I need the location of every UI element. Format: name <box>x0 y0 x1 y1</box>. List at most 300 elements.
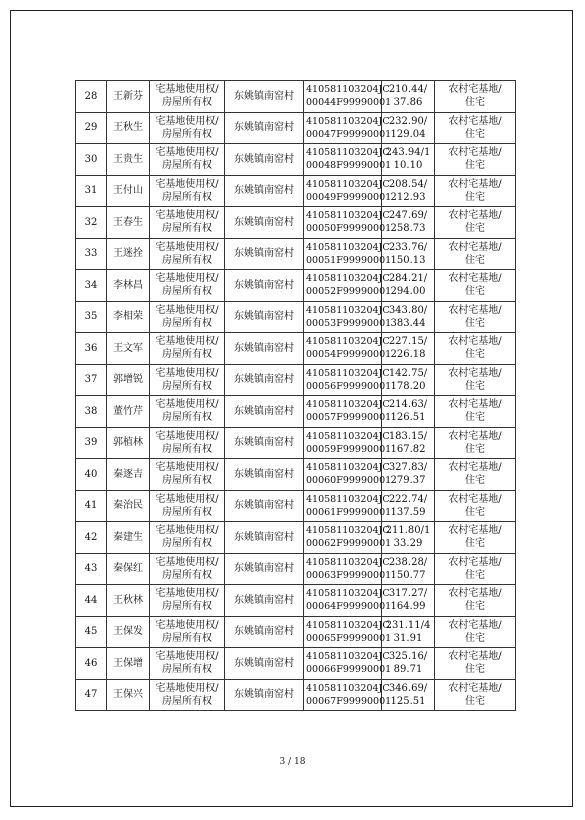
location-text: 东姚镇南窑村 <box>234 248 294 260</box>
area-text: 211.80/1 <box>385 525 431 537</box>
usage-text: 农村宅基地/ <box>448 493 502 505</box>
owner-name-text: 董竹芹 <box>113 405 143 417</box>
location-cell <box>225 175 304 207</box>
unit-code-text: 00066F99990001 <box>306 664 392 676</box>
usage-text: 农村宅基地/ <box>448 241 502 253</box>
right-type-text: 宅基地使用权/ <box>155 619 219 631</box>
unit-code-text: 410581103204JC <box>306 178 390 190</box>
area-text: 279.37 <box>390 475 426 487</box>
unit-code-cell <box>304 364 392 396</box>
row-number-text: 43 <box>84 563 98 575</box>
unit-code-cell <box>304 490 392 522</box>
right-type-cell <box>150 301 225 333</box>
table-row <box>76 459 516 491</box>
location-cell <box>225 679 304 711</box>
usage-cell <box>435 553 516 585</box>
owner-name-text: 王付山 <box>113 185 143 197</box>
area-text: 150.13 <box>390 254 426 266</box>
right-type-cell <box>150 427 225 459</box>
owner-name-cell <box>107 553 150 585</box>
unit-code-text: 410581103204JC <box>306 588 390 600</box>
unit-code-cell <box>304 175 392 207</box>
right-type-text: 房屋所有权 <box>162 664 212 676</box>
usage-text: 住宅 <box>465 475 485 487</box>
usage-text: 农村宅基地/ <box>448 430 502 442</box>
usage-text: 农村宅基地/ <box>448 556 502 568</box>
right-type-text: 房屋所有权 <box>162 506 212 518</box>
unit-code-text: 410581103204JC <box>306 336 390 348</box>
owner-name-cell <box>107 459 150 491</box>
usage-cell <box>435 585 516 617</box>
usage-text: 农村宅基地/ <box>448 462 502 474</box>
row-number-text: 35 <box>84 311 98 323</box>
right-type-text: 宅基地使用权/ <box>155 462 219 474</box>
usage-text: 农村宅基地/ <box>448 588 502 600</box>
usage-text: 农村宅基地/ <box>448 651 502 663</box>
usage-cell <box>435 679 516 711</box>
table-row <box>76 396 516 428</box>
unit-code-cell <box>304 81 392 113</box>
usage-text: 住宅 <box>465 254 485 266</box>
unit-code-cell <box>304 333 392 365</box>
unit-code-text: 410581103204JC <box>306 147 390 159</box>
owner-name-text: 王秋林 <box>113 594 143 606</box>
right-type-text: 宅基地使用权/ <box>155 556 219 568</box>
unit-code-text: 410581103204JC <box>306 304 390 316</box>
location-cell <box>225 553 304 585</box>
row-number-text: 29 <box>84 122 98 134</box>
location-text: 东姚镇南窑村 <box>234 153 294 165</box>
row-number-cell <box>76 81 107 113</box>
table-row <box>76 238 516 270</box>
usage-text: 住宅 <box>465 128 485 140</box>
right-type-text: 宅基地使用权/ <box>155 651 219 663</box>
unit-code-text: 410581103204JC <box>306 84 390 96</box>
right-type-text: 宅基地使用权/ <box>155 84 219 96</box>
owner-name-cell <box>107 333 150 365</box>
area-text: 284.21/ <box>388 273 428 285</box>
right-type-text: 房屋所有权 <box>162 128 212 140</box>
location-text: 东姚镇南窑村 <box>234 405 294 417</box>
area-text: 142.75/ <box>388 367 428 379</box>
usage-text: 农村宅基地/ <box>448 367 502 379</box>
table-row <box>76 81 516 113</box>
area-text: 247.69/ <box>388 210 428 222</box>
row-number-cell <box>76 490 107 522</box>
usage-cell <box>435 81 516 113</box>
usage-text: 农村宅基地/ <box>448 619 502 631</box>
usage-cell <box>435 490 516 522</box>
row-number-cell <box>76 459 107 491</box>
unit-code-text: 00051F99990001 <box>306 254 392 266</box>
usage-text: 农村宅基地/ <box>448 399 502 411</box>
row-number-text: 46 <box>84 657 98 669</box>
unit-code-text: 00065F99990001 <box>306 632 392 644</box>
right-type-text: 房屋所有权 <box>162 412 212 424</box>
right-type-text: 房屋所有权 <box>162 632 212 644</box>
owner-name-cell <box>107 238 150 270</box>
area-text: 222.74/ <box>388 493 428 505</box>
table-row <box>76 648 516 680</box>
right-type-text: 宅基地使用权/ <box>155 367 219 379</box>
unit-code-text: 00059F99990001 <box>306 443 392 455</box>
right-type-text: 宅基地使用权/ <box>155 210 219 222</box>
unit-code-text: 00050F99990001 <box>306 223 392 235</box>
location-text: 东姚镇南窑村 <box>234 122 294 134</box>
table-row <box>76 427 516 459</box>
unit-code-text: 00047F99990001 <box>306 128 392 140</box>
usage-text: 住宅 <box>465 569 485 581</box>
usage-cell <box>435 238 516 270</box>
unit-code-text: 410581103204JC <box>306 399 390 411</box>
location-cell <box>225 112 304 144</box>
unit-code-text: 00067F99990001 <box>306 695 392 707</box>
table-row <box>76 175 516 207</box>
right-type-text: 宅基地使用权/ <box>155 682 219 694</box>
table-row <box>76 490 516 522</box>
unit-code-text: 410581103204JC <box>306 273 390 285</box>
unit-code-text: 410581103204JC <box>306 430 390 442</box>
location-cell <box>225 333 304 365</box>
right-type-text: 房屋所有权 <box>162 160 212 172</box>
area-text: 346.69/ <box>388 682 428 694</box>
area-text: 343.80/ <box>388 304 428 316</box>
unit-code-cell <box>304 585 392 617</box>
usage-cell <box>435 616 516 648</box>
unit-code-text: 00061F99990001 <box>306 506 392 518</box>
right-type-text: 宅基地使用权/ <box>155 241 219 253</box>
right-type-text: 房屋所有权 <box>162 695 212 707</box>
table-row <box>76 679 516 711</box>
right-type-text: 宅基地使用权/ <box>155 525 219 537</box>
area-text: 317.27/ <box>388 588 428 600</box>
usage-text: 农村宅基地/ <box>448 336 502 348</box>
location-text: 东姚镇南窑村 <box>234 279 294 291</box>
usage-text: 农村宅基地/ <box>448 525 502 537</box>
row-number-text: 32 <box>84 216 98 228</box>
area-text: 226.18 <box>390 349 426 361</box>
owner-name-text: 王保增 <box>113 657 143 669</box>
row-number-text: 39 <box>84 437 98 449</box>
location-text: 东姚镇南窑村 <box>234 185 294 197</box>
location-cell <box>225 396 304 428</box>
area-text: 231.11/4 <box>385 619 431 631</box>
table-row <box>76 522 516 554</box>
location-text: 东姚镇南窑村 <box>234 500 294 512</box>
owner-name-text: 秦治民 <box>113 500 143 512</box>
unit-code-text: 00044F99990001 <box>306 97 392 109</box>
owner-name-cell <box>107 112 150 144</box>
usage-text: 住宅 <box>465 443 485 455</box>
owner-name-cell <box>107 648 150 680</box>
location-text: 东姚镇南窑村 <box>234 374 294 386</box>
right-type-cell <box>150 270 225 302</box>
owner-name-text: 王文军 <box>113 342 143 354</box>
unit-code-text: 410581103204JC <box>306 241 390 253</box>
usage-text: 住宅 <box>465 317 485 329</box>
unit-code-cell <box>304 270 392 302</box>
area-text: 243.94/1 <box>385 147 431 159</box>
row-number-cell <box>76 301 107 333</box>
unit-code-text: 410581103204JC <box>306 493 390 505</box>
owner-name-cell <box>107 522 150 554</box>
unit-code-text: 410581103204JC <box>306 462 390 474</box>
unit-code-cell <box>304 396 392 428</box>
unit-code-text: 00063F99990001 <box>306 569 392 581</box>
usage-cell <box>435 522 516 554</box>
row-number-text: 34 <box>84 279 98 291</box>
unit-code-text: 00056F99990001 <box>306 380 392 392</box>
location-text: 东姚镇南窑村 <box>234 311 294 323</box>
owner-name-text: 王保兴 <box>113 689 143 701</box>
right-type-text: 房屋所有权 <box>162 97 212 109</box>
table-row <box>76 144 516 176</box>
owner-name-text: 李林昌 <box>113 279 143 291</box>
owner-name-text: 李相荣 <box>113 311 143 323</box>
right-type-text: 房屋所有权 <box>162 443 212 455</box>
row-number-text: 37 <box>84 374 98 386</box>
location-cell <box>225 648 304 680</box>
unit-code-cell <box>304 144 392 176</box>
right-type-text: 房屋所有权 <box>162 538 212 550</box>
owner-name-text: 王迷拴 <box>113 248 143 260</box>
unit-code-cell <box>304 112 392 144</box>
owner-name-cell <box>107 81 150 113</box>
location-cell <box>225 238 304 270</box>
area-text: 37.86 <box>393 97 423 109</box>
owner-name-text: 秦逐吉 <box>113 468 143 480</box>
table-row <box>76 112 516 144</box>
right-type-text: 宅基地使用权/ <box>155 430 219 442</box>
location-text: 东姚镇南窑村 <box>234 531 294 543</box>
row-number-cell <box>76 112 107 144</box>
area-text: 212.93 <box>390 191 426 203</box>
usage-cell <box>435 112 516 144</box>
row-number-text: 33 <box>84 248 98 260</box>
owner-name-text: 王保发 <box>113 626 143 638</box>
right-type-cell <box>150 616 225 648</box>
owner-name-text: 王春生 <box>113 216 143 228</box>
usage-text: 农村宅基地/ <box>448 115 502 127</box>
usage-text: 住宅 <box>465 506 485 518</box>
unit-code-text: 410581103204JC <box>306 619 390 631</box>
location-text: 东姚镇南窑村 <box>234 216 294 228</box>
owner-name-cell <box>107 490 150 522</box>
usage-text: 住宅 <box>465 160 485 172</box>
location-cell <box>225 364 304 396</box>
usage-cell <box>435 459 516 491</box>
area-text: 258.73 <box>390 223 426 235</box>
usage-text: 住宅 <box>465 695 485 707</box>
area-text: 294.00 <box>390 286 426 298</box>
row-number-cell <box>76 553 107 585</box>
unit-code-text: 00052F99990001 <box>306 286 392 298</box>
usage-text: 农村宅基地/ <box>448 304 502 316</box>
right-type-cell <box>150 396 225 428</box>
usage-text: 农村宅基地/ <box>448 147 502 159</box>
area-text: 214.63/ <box>388 399 428 411</box>
right-type-cell <box>150 585 225 617</box>
right-type-text: 宅基地使用权/ <box>155 147 219 159</box>
unit-code-cell <box>304 207 392 239</box>
location-cell <box>225 616 304 648</box>
right-type-cell <box>150 333 225 365</box>
right-type-cell <box>150 175 225 207</box>
location-cell <box>225 81 304 113</box>
table-row <box>76 207 516 239</box>
usage-text: 住宅 <box>465 97 485 109</box>
location-cell <box>225 144 304 176</box>
right-type-cell <box>150 522 225 554</box>
row-number-text: 42 <box>84 531 98 543</box>
right-type-cell <box>150 679 225 711</box>
usage-cell <box>435 364 516 396</box>
area-text: 164.99 <box>390 601 426 613</box>
area-text: 238.28/ <box>388 556 428 568</box>
area-text: 210.44/ <box>388 84 428 96</box>
table-row <box>76 301 516 333</box>
unit-code-text: 410581103204JC <box>306 651 390 663</box>
unit-code-text: 410581103204JC <box>306 115 390 127</box>
owner-name-cell <box>107 364 150 396</box>
usage-cell <box>435 333 516 365</box>
owner-name-cell <box>107 616 150 648</box>
location-cell <box>225 270 304 302</box>
registry-table <box>75 80 516 711</box>
owner-name-cell <box>107 301 150 333</box>
location-text: 东姚镇南窑村 <box>234 468 294 480</box>
row-number-cell <box>76 427 107 459</box>
usage-text: 住宅 <box>465 286 485 298</box>
usage-cell <box>435 207 516 239</box>
unit-code-text: 00060F99990001 <box>306 475 392 487</box>
usage-text: 农村宅基地/ <box>448 84 502 96</box>
right-type-text: 房屋所有权 <box>162 254 212 266</box>
registry-table-body <box>76 81 516 711</box>
unit-code-text: 410581103204JC <box>306 682 390 694</box>
right-type-cell <box>150 364 225 396</box>
row-number-text: 30 <box>84 153 98 165</box>
usage-text: 住宅 <box>465 412 485 424</box>
location-text: 东姚镇南窑村 <box>234 689 294 701</box>
unit-code-cell <box>304 522 392 554</box>
right-type-cell <box>150 553 225 585</box>
right-type-cell <box>150 238 225 270</box>
table-row <box>76 553 516 585</box>
right-type-text: 房屋所有权 <box>162 601 212 613</box>
unit-code-text: 00054F99990001 <box>306 349 392 361</box>
right-type-cell <box>150 112 225 144</box>
usage-cell <box>435 175 516 207</box>
area-text: 89.71 <box>393 664 423 676</box>
usage-text: 农村宅基地/ <box>448 210 502 222</box>
row-number-cell <box>76 648 107 680</box>
unit-code-cell <box>304 648 392 680</box>
right-type-text: 房屋所有权 <box>162 286 212 298</box>
unit-code-text: 410581103204JC <box>306 210 390 222</box>
unit-code-text: 00048F99990001 <box>306 160 392 172</box>
owner-name-text: 王新芬 <box>113 90 143 102</box>
row-number-text: 44 <box>84 594 98 606</box>
usage-cell <box>435 427 516 459</box>
unit-code-cell <box>304 616 392 648</box>
usage-text: 农村宅基地/ <box>448 273 502 285</box>
right-type-text: 宅基地使用权/ <box>155 273 219 285</box>
owner-name-cell <box>107 207 150 239</box>
right-type-text: 宅基地使用权/ <box>155 399 219 411</box>
usage-text: 住宅 <box>465 601 485 613</box>
usage-text: 住宅 <box>465 632 485 644</box>
right-type-text: 房屋所有权 <box>162 475 212 487</box>
owner-name-cell <box>107 270 150 302</box>
row-number-cell <box>76 144 107 176</box>
right-type-text: 房屋所有权 <box>162 380 212 392</box>
unit-code-cell <box>304 427 392 459</box>
unit-code-cell <box>304 301 392 333</box>
right-type-cell <box>150 207 225 239</box>
area-text: 232.90/ <box>388 115 428 127</box>
area-text: 178.20 <box>390 380 426 392</box>
location-text: 东姚镇南窑村 <box>234 90 294 102</box>
row-number-cell <box>76 207 107 239</box>
owner-name-text: 郭增锐 <box>113 374 143 386</box>
owner-name-text: 秦建生 <box>113 531 143 543</box>
right-type-text: 宅基地使用权/ <box>155 115 219 127</box>
area-text: 33.29 <box>393 538 423 550</box>
location-text: 东姚镇南窑村 <box>234 342 294 354</box>
location-text: 东姚镇南窑村 <box>234 594 294 606</box>
location-text: 东姚镇南窑村 <box>234 626 294 638</box>
location-cell <box>225 490 304 522</box>
usage-text: 住宅 <box>465 664 485 676</box>
usage-text: 农村宅基地/ <box>448 178 502 190</box>
right-type-cell <box>150 81 225 113</box>
location-text: 东姚镇南窑村 <box>234 563 294 575</box>
location-text: 东姚镇南窑村 <box>234 657 294 669</box>
row-number-cell <box>76 175 107 207</box>
area-text: 137.59 <box>390 506 426 518</box>
row-number-cell <box>76 679 107 711</box>
right-type-text: 宅基地使用权/ <box>155 588 219 600</box>
owner-name-text: 王贵生 <box>113 153 143 165</box>
row-number-text: 45 <box>84 626 98 638</box>
row-number-cell <box>76 238 107 270</box>
usage-text: 住宅 <box>465 191 485 203</box>
unit-code-text: 00057F99990001 <box>306 412 392 424</box>
row-number-text: 41 <box>84 500 98 512</box>
location-cell <box>225 427 304 459</box>
area-text: 208.54/ <box>388 178 428 190</box>
right-type-text: 房屋所有权 <box>162 223 212 235</box>
usage-text: 住宅 <box>465 223 485 235</box>
row-number-text: 36 <box>84 342 98 354</box>
row-number-text: 47 <box>84 689 98 701</box>
area-text: 325.16/ <box>388 651 428 663</box>
area-text: 327.83/ <box>388 462 428 474</box>
usage-cell <box>435 648 516 680</box>
row-number-cell <box>76 616 107 648</box>
right-type-text: 房屋所有权 <box>162 317 212 329</box>
location-cell <box>225 522 304 554</box>
usage-text: 农村宅基地/ <box>448 682 502 694</box>
unit-code-text: 410581103204JC <box>306 367 390 379</box>
row-number-cell <box>76 364 107 396</box>
usage-cell <box>435 270 516 302</box>
location-cell <box>225 585 304 617</box>
right-type-text: 房屋所有权 <box>162 349 212 361</box>
right-type-text: 宅基地使用权/ <box>155 304 219 316</box>
owner-name-cell <box>107 144 150 176</box>
